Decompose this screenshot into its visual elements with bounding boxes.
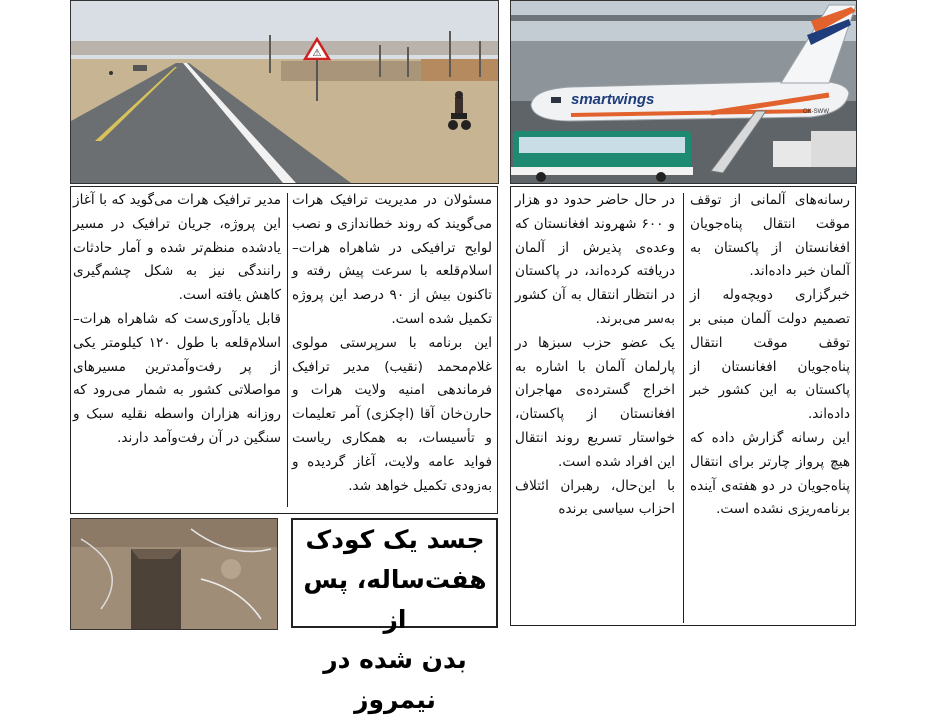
paragraph: این رسانه گزارش داده که هیچ پرواز چارتر برای انتقال پناه‌جویان در دو هفته‌ی آینده برنامه‌ریزی نشده است. <box>690 429 850 518</box>
plane-livery-text: smartwings <box>571 91 655 108</box>
paragraph: با این‌حال، رهبران ائتلاف احزاب سیاسی برنده <box>515 477 675 518</box>
paragraph: در حال حاضر حدود دو هزار و ۶۰۰ شهروند افغانستان که وعده‌ی پذیرش از آلمان دریافته کرده‌اند، در پاکستان در انتظار انتقال به آن کشور به‌سر می‌برند. <box>515 192 675 327</box>
svg-text:⚠: ⚠ <box>312 48 322 59</box>
paragraph: مسئولان در مدیریت ترافیک هرات می‌گویند که روند خطاندازی و نصب لوایح ترافیکی در شاهراه هرات–اسلام‌قلعه با سرعت پیش رفته و تاکنون بیش از ۹۰ درصد این پروژه تکمیل شده است. <box>292 192 492 327</box>
airport-scene <box>511 1 856 183</box>
column-divider <box>287 193 288 507</box>
excavation-photo <box>70 518 278 630</box>
paragraph: قابل یادآوری‌ست که شاهراه هرات–اسلام‌قلعه با طول ۱۲۰ کیلومتر یکی از پر رفت‌وآمدترین مسیرهای مواصلاتی کشور به شمار می‌رود که روزانه هزاران واسطه نقلیه سبک و سنگین در آن رفت‌وآمد دارند. <box>73 310 281 446</box>
child-headline <box>295 520 495 720</box>
paragraph: یک عضو حزب سبزها در پارلمان آلمان با اشاره به اخراج گسترده‌ی مهاجران افغانستان از پاکستان، خواستار تسریع روند انتقال این افراد شده است. <box>515 334 675 470</box>
airport-photo <box>510 0 857 184</box>
traffic-column-b <box>73 189 281 451</box>
plane-registration: OK-SWW <box>803 109 829 115</box>
headline-line: جسد یک کودک <box>305 525 485 554</box>
paragraph: رسانه‌های آلمانی از توقف موقت انتقال پناه‌جویان افغانستان از پاکستان به آلمان خبر داده‌اند. <box>690 192 850 280</box>
paragraph: این برنامه با سرپرستی مولوی غلام‌محمد (نقیب) مدیر ترافیک فرماندهی امنیه ولایت هرات و حارن‌خان آقا (اچکزی) آمر تعلیمات و تأسیسات، به همکاری ریاست فواید عامه ولایت، آغاز گردیده و به‌زودی تکمیل خواهد شد. <box>292 334 492 494</box>
road-photo <box>70 0 499 184</box>
paragraph: خبرگزاری دویچه‌وله از تصمیم دولت آلمان مبنی بر توقف موقت انتقال پناه‌جویان افغانستان از پاکستان به این کشور خبر داده‌اند. <box>690 287 850 423</box>
paragraph: مدیر ترافیک هرات می‌گوید که با آغاز این پروژه، جریان ترافیک در مسیر یادشده منظم‌تر شده و آمار حادثات رانندگی نیز به شکل چشم‌گیری کاهش یافته است. <box>73 192 281 304</box>
refugees-column-a <box>690 189 850 522</box>
traffic-column-a <box>292 189 492 498</box>
refugees-column-b <box>515 189 675 522</box>
headline-line: هفت‌ساله، پس از <box>303 565 487 634</box>
column-divider <box>683 193 684 623</box>
airport-bus <box>511 131 693 182</box>
headline-line: بدن شده در نیمروز <box>323 645 467 714</box>
excavation-scene <box>71 519 277 629</box>
road-scene <box>71 1 498 183</box>
